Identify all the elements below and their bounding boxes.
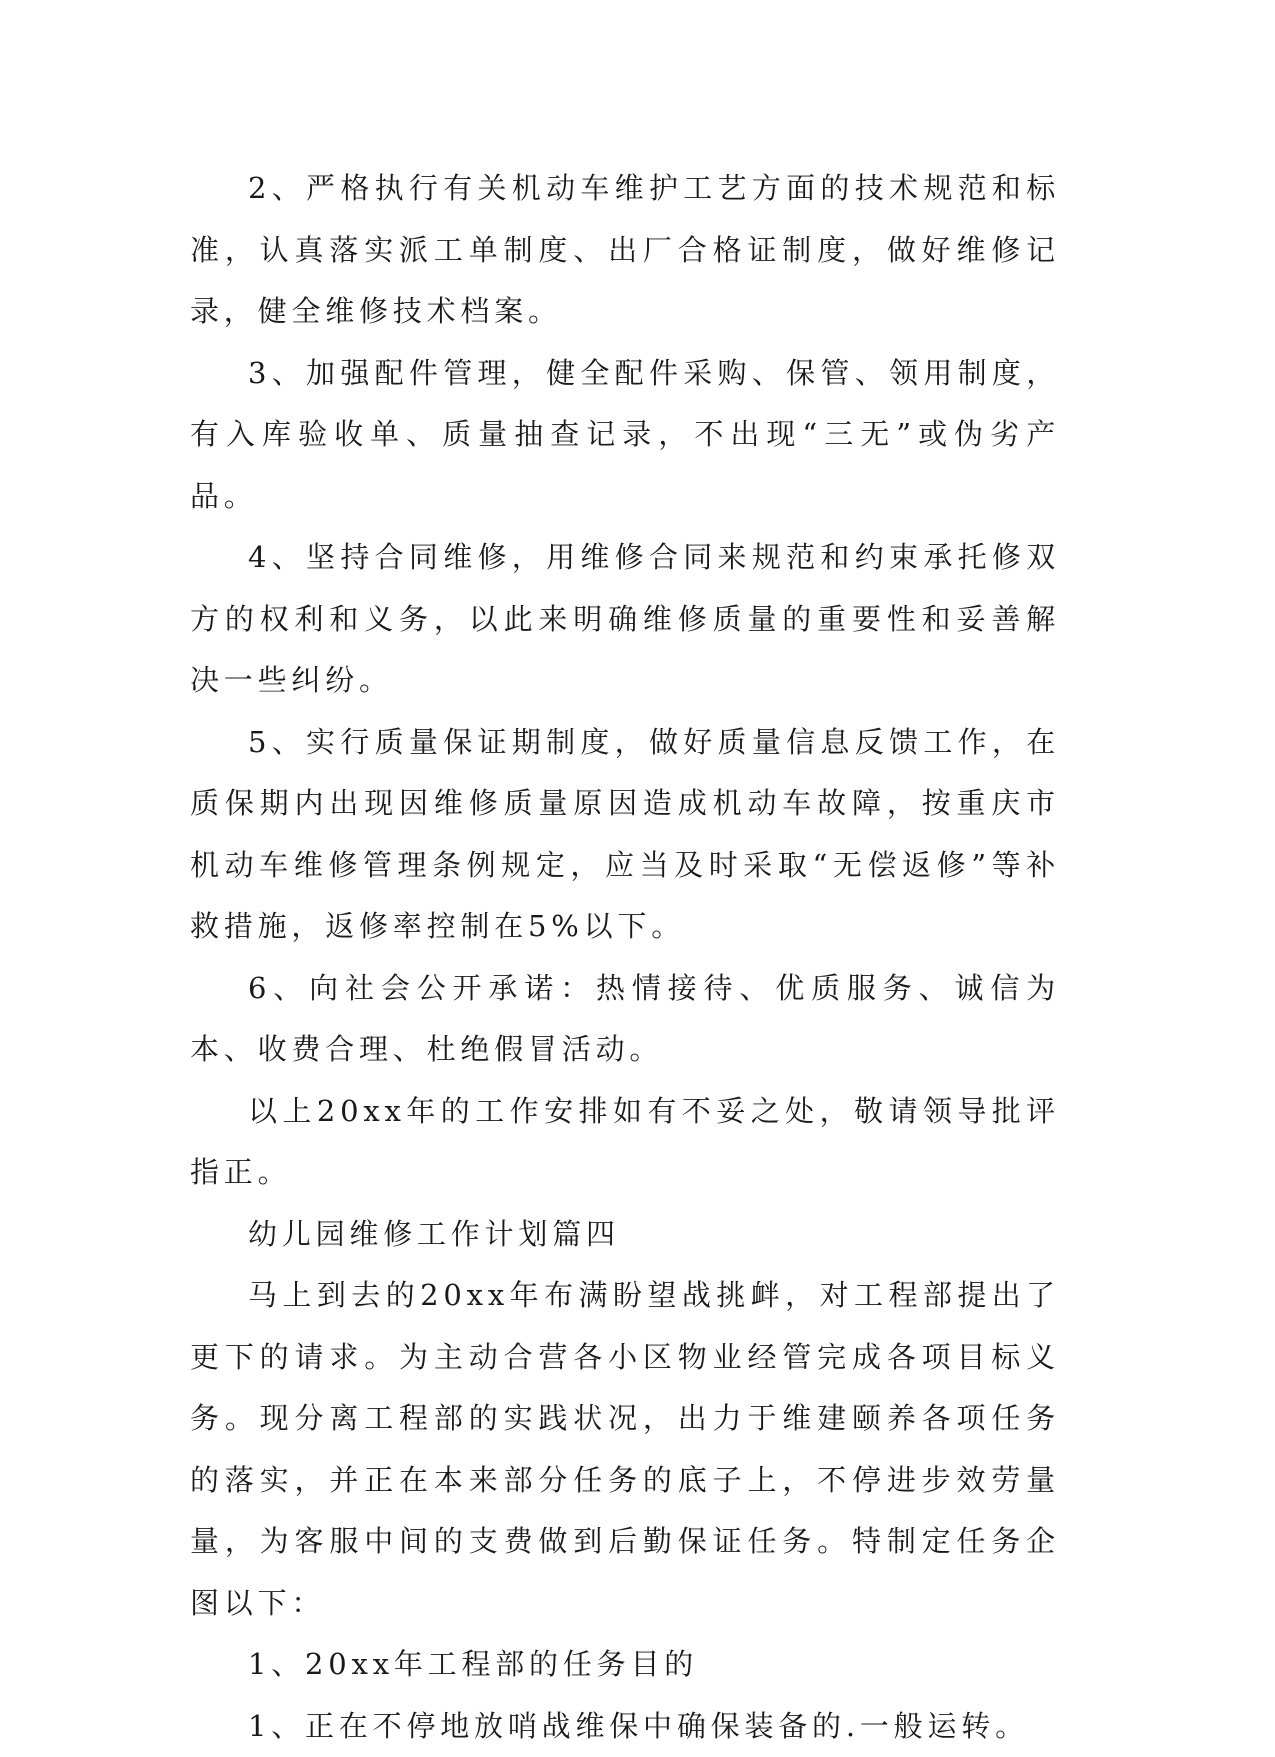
paragraph-item-3: 3、加强配件管理，健全配件采购、保管、领用制度，有入库验收单、质量抽查记录，不出现“三无”或伪劣产品。 [190, 343, 1060, 528]
subheading-goals: 1、20xx年工程部的任务目的 [190, 1634, 1060, 1696]
paragraph-item-2: 2、严格执行有关机动车维护工艺方面的技术规范和标准，认真落实派工单制度、出厂合格证制度，做好维修记录，健全维修技术档案。 [190, 158, 1060, 343]
paragraph-item-6: 6、向社会公开承诺：热情接待、优质服务、诚信为本、收费合理、杜绝假冒活动。 [190, 958, 1060, 1081]
section-heading: 幼儿园维修工作计划篇四 [190, 1204, 1060, 1266]
document-body [190, 158, 1060, 1757]
paragraph-item-4: 4、坚持合同维修，用维修合同来规范和约束承托修双方的权利和义务，以此来明确维修质量的重要性和妥善解决一些纠纷。 [190, 527, 1060, 712]
paragraph-item-5: 5、实行质量保证期制度，做好质量信息反馈工作，在质保期内出现因维修质量原因造成机动车故障，按重庆市机动车维修管理条例规定，应当及时采取“无偿返修”等补救措施，返修率控制在5%以下。 [190, 712, 1060, 958]
goal-item-1: 1、正在不停地放哨战维保中确保装备的.一般运转。 [190, 1696, 1060, 1757]
intro-paragraph: 马上到去的20xx年布满盼望战挑衅，对工程部提出了更下的请求。为主动合营各小区物业经管完成各项目标义务。现分离工程部的实践状况，出力于维建颐养各项任务的落实，并正在本来部分任务的底子上，不停进步效劳量量，为客服中间的支费做到后勤保证任务。特制定任务企图以下： [190, 1265, 1060, 1634]
closing-paragraph: 以上20xx年的工作安排如有不妥之处，敬请领导批评指正。 [190, 1081, 1060, 1204]
